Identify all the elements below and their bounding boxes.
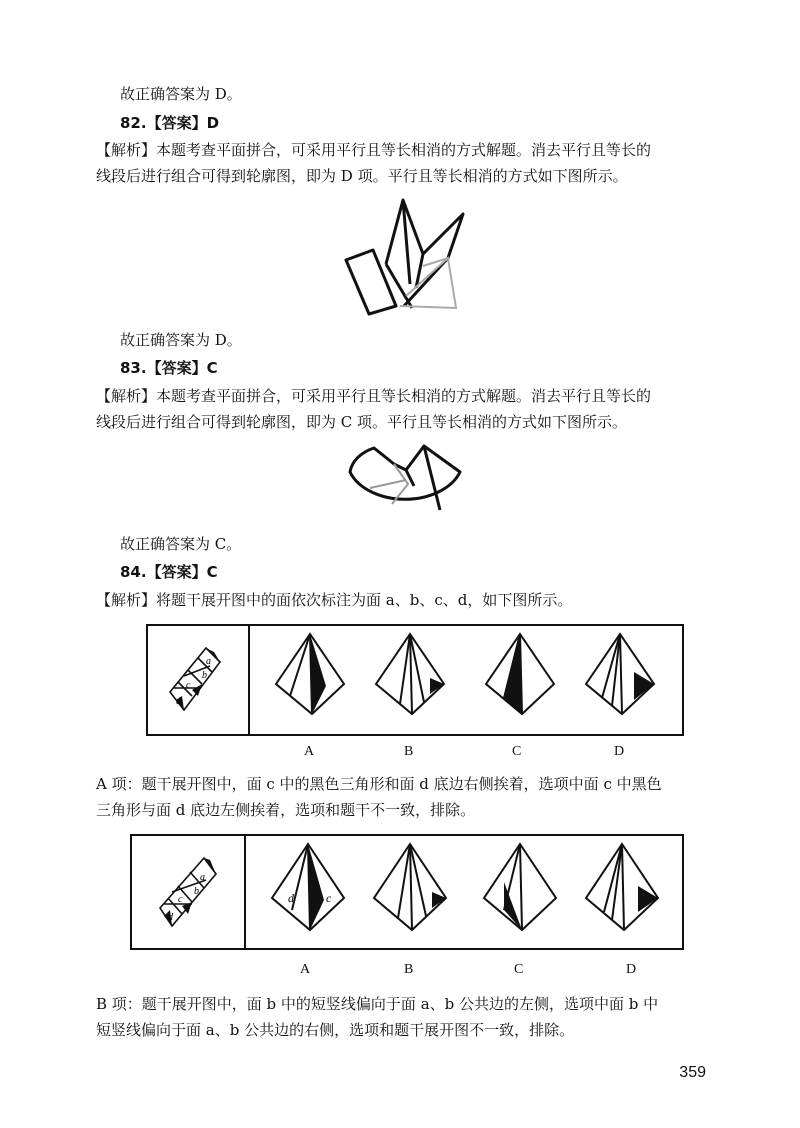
net-label-c: c [186, 680, 191, 691]
figure2-option-b [364, 838, 454, 942]
figure2-option-a [262, 838, 352, 942]
q84-explain-b-line1: B 项：题干展开图中，面 b 中的短竖线偏向于面 a、b 公共边的左侧，选项中面 b 中 [96, 995, 659, 1013]
q82-analysis-line2: 线段后进行组合可得到轮廓图，即为 D 项。平行且等长相消的方式如下图所示。 [96, 167, 628, 185]
q82-conclusion: 故正确答案为 D。 [120, 331, 242, 349]
q84-figure1-frame [146, 624, 684, 736]
q82-heading: 82.【答案】D [120, 114, 220, 132]
face-label-c: c [326, 891, 332, 905]
q84-explain-a-line2: 三角形与面 d 底边左侧挨着，选项和题干不一致，排除。 [96, 801, 476, 819]
figure1-divider [248, 626, 250, 734]
q83-conclusion: 故正确答案为 C。 [120, 535, 242, 553]
figure1-option-b [364, 628, 454, 728]
net2-label-b: b [194, 886, 199, 897]
net2-label-a: a [200, 872, 205, 883]
net-label-a: a [206, 656, 211, 667]
figure1-option-label-c: C [512, 744, 522, 759]
figure1-option-label-a: A [304, 744, 315, 759]
net-label-d: d [176, 696, 181, 707]
figure2-option-label-c: C [514, 962, 524, 977]
q84-explain-b-line2: 短竖线偏向于面 a、b 公共边的右侧，选项和题干展开图不一致，排除。 [96, 1021, 575, 1039]
q83-outline-figure [340, 440, 470, 520]
figure1-option-a [264, 628, 354, 728]
figure2-option-d [576, 838, 666, 942]
figure2-option-label-b: B [404, 962, 414, 977]
q83-analysis-line2: 线段后进行组合可得到轮廓图，即为 C 项。平行且等长相消的方式如下图所示。 [96, 413, 628, 431]
q84-analysis-line1: 【解析】将题干展开图中的面依次标注为面 a、b、c、d，如下图所示。 [96, 591, 573, 609]
q84-figure2-frame [130, 834, 684, 950]
q82-analysis-line1: 【解析】本题考查平面拼合，可采用平行且等长相消的方式解题。消去平行且等长的 [96, 141, 652, 159]
figure2-option-c [474, 838, 564, 942]
q84-heading: 84.【答案】C [120, 563, 218, 581]
figure1-net [148, 626, 248, 734]
q83-analysis-line1: 【解析】本题考查平面拼合，可采用平行且等长相消的方式解题。消去平行且等长的 [96, 387, 652, 405]
conclusion-text: 故正确答案为 D。 [120, 85, 242, 103]
figure1-option-c [474, 628, 564, 728]
q82-outline-figure [338, 196, 488, 316]
q84-explain-a-line1: A 项：题干展开图中，面 c 中的黑色三角形和面 d 底边右侧挨着，选项中面 c 中黑色 [96, 775, 662, 793]
net-label-b: b [202, 670, 207, 681]
figure2-net [132, 836, 244, 948]
page-number: 359 [679, 1064, 706, 1081]
figure2-option-label-a: A [300, 962, 311, 977]
net2-label-c: c [178, 894, 183, 905]
figure2-option-label-d: D [626, 962, 637, 977]
figure2-divider [244, 836, 246, 948]
q83-heading: 83.【答案】C [120, 359, 218, 377]
face-label-d: d [288, 891, 294, 905]
figure1-option-label-b: B [404, 744, 414, 759]
figure1-option-label-d: D [614, 744, 625, 759]
figure1-option-d [574, 628, 664, 728]
net2-label-d: d [168, 912, 173, 923]
